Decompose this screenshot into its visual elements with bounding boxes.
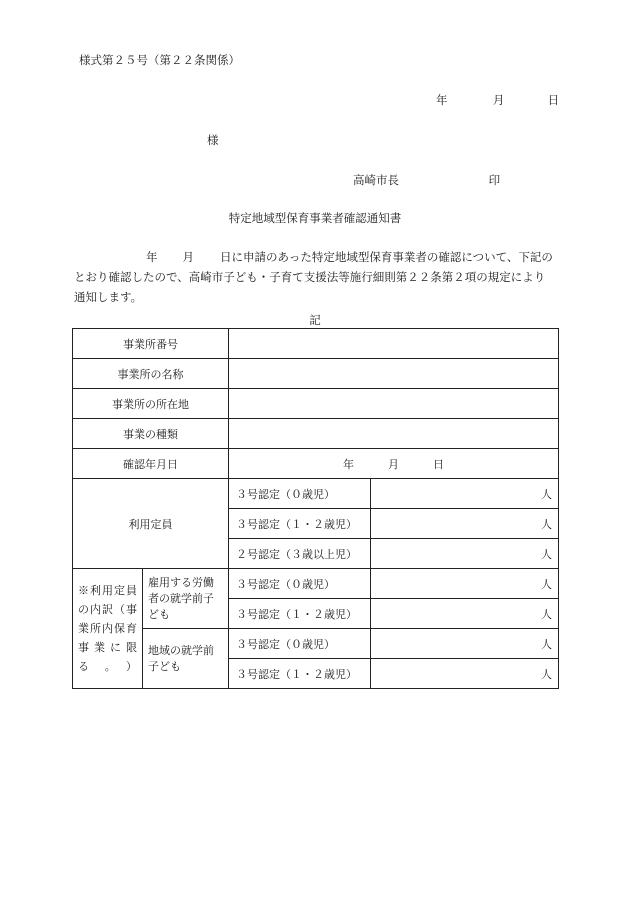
category-label: ３号認定（１・２歳児） [229,659,371,689]
office-number-label: 事業所番号 [73,329,229,359]
unit-label: 人 [371,629,559,659]
category-label: ３号認定（１・２歳児） [229,509,371,539]
confirm-date-value [229,449,559,479]
unit-label: 人 [371,509,559,539]
date-year-label: 年 [436,93,448,107]
document-title: 特定地域型保育事業者確認通知書 [228,211,402,225]
business-type-value [229,419,559,449]
ki-heading: 記 [309,313,321,327]
office-name-value [229,359,559,389]
body-month: 月 [182,250,194,264]
breakdown-note: ※利用定員の内訳（事業所内保育事業に限る。） [73,569,143,689]
date-day-label: 日 [547,93,560,107]
category-label: ３号認定（０歳児） [229,629,371,659]
issuer-line [353,172,500,188]
category-label: ２号認定（３歳以上児） [229,539,371,569]
confirm-date-label: 確認年月日 [73,449,229,479]
category-label: ３号認定（１・２歳児） [229,599,371,629]
table-row [73,359,559,389]
table-row [73,449,559,479]
confirm-day-label: 日 [433,457,444,471]
table-row [73,419,559,449]
addressee-suffix: 様 [207,133,219,147]
notice-date [436,92,559,108]
table-row [73,479,559,509]
office-name-label: 事業所の名称 [73,359,229,389]
body-text [74,247,554,307]
confirm-month-label: 月 [388,457,399,471]
issuer-name: 高崎市長 [353,173,399,187]
category-label: ３号認定（０歳児） [229,479,371,509]
unit-label: 人 [371,599,559,629]
unit-label: 人 [371,539,559,569]
table-row [73,569,559,599]
confirmation-table [72,328,559,689]
form-number: 様式第２５号（第２２条関係） [79,53,240,67]
table-row [73,329,559,359]
body-rest: 日に申請のあった特定地域型保育事業者の確認について、下記のとおり確認したので、高崎市子ども・子育て支援法等施行細則第２２条第２項の規定により通知します。 [74,250,553,304]
unit-label: 人 [371,479,559,509]
seal-mark: 印 [488,173,501,187]
category-label: ３号認定（０歳児） [229,569,371,599]
unit-label: 人 [371,659,559,689]
employee-children-label: 雇用する労働者の就学前子ども [143,569,229,629]
date-month-label: 月 [492,93,505,107]
unit-label: 人 [371,569,559,599]
office-number-value [229,329,559,359]
table-row [73,629,559,659]
office-location-value [229,389,559,419]
business-type-label: 事業の種類 [73,419,229,449]
confirm-year-label: 年 [343,457,354,471]
body-year: 年 [146,250,158,264]
capacity-label: 利用定員 [73,479,229,569]
office-location-label: 事業所の所在地 [73,389,229,419]
table-row [73,389,559,419]
local-children-label: 地域の就学前子ども [143,629,229,689]
